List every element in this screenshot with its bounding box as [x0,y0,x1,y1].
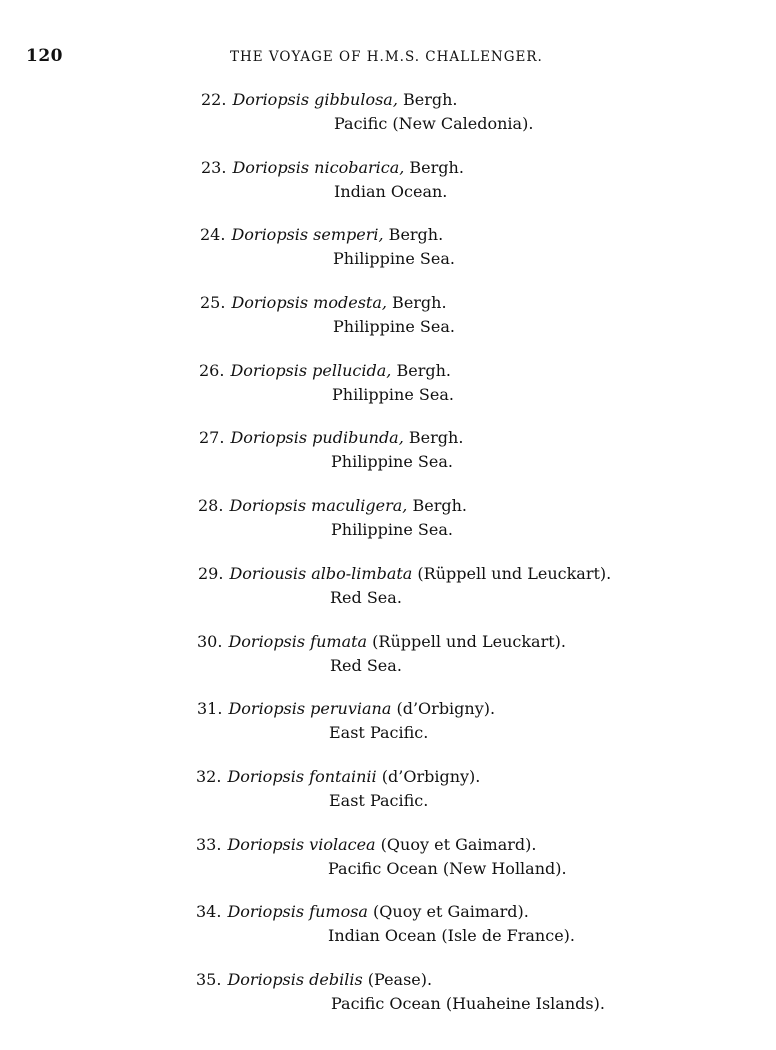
species-name: Doriopsis peruviana [228,699,392,719]
species-name: Doriopsis maculigera, [229,496,408,516]
entry-number: 31. [197,699,223,719]
entry-number: 28. [198,496,224,516]
locality: Pacific (New Caledonia). [334,114,534,133]
locality: Philippine Sea. [333,317,455,337]
entry-number: 25. [200,293,226,313]
species-entry [0,766,776,834]
species-entry-line [198,495,467,517]
locality: Philippine Sea. [333,249,455,269]
entry-number: 22. [201,90,227,109]
locality: Red Sea. [330,655,402,675]
species-entry-line [199,360,451,382]
species-authority: Bergh. [391,360,451,380]
species-entry [0,901,776,969]
species-name: Doriopsis fumata [228,631,368,651]
species-entry-line [201,157,464,179]
page-number: 120 [26,46,63,66]
running-title: THE VOYAGE OF H.M.S. CHALLENGER. [230,49,543,65]
species-entry-line [197,631,566,653]
species-entry-line [200,224,443,246]
species-entry [0,292,776,360]
species-authority: (Quoy et Gaimard). [367,902,529,922]
entry-number: 23. [201,157,227,177]
species-entry [0,563,776,631]
locality: Philippine Sea. [332,384,454,404]
species-authority: (d’Orbigny). [376,766,481,786]
species-name: Doriopsis modesta, [231,293,387,313]
entry-number: 32. [196,766,222,786]
locality: Red Sea. [330,587,402,607]
species-entry [0,157,776,225]
locality: Pacific Ocean (New Holland). [328,858,567,878]
species-authority: (Pease). [362,969,433,989]
species-authority: Bergh. [386,293,447,313]
entry-number: 33. [196,834,222,854]
species-entry [0,834,776,902]
species-entry [0,360,776,428]
species-entry [0,495,776,563]
species-name: Doriopsis pellucida, [230,360,392,380]
species-entry-line [196,901,529,923]
species-authority: Bergh. [403,428,464,448]
species-entry [0,89,776,157]
species-entry-line [198,563,611,585]
species-name: Doriopsis debilis [227,969,363,989]
species-entry [0,969,776,1037]
species-entry [0,427,776,495]
locality: Indian Ocean (Isle de France). [328,926,575,946]
locality: East Pacific. [329,790,429,810]
species-entry [0,631,776,699]
species-authority: (d’Orbigny). [391,699,496,719]
species-entry-line [201,89,458,111]
locality: Pacific Ocean (Huaheine Islands). [331,993,605,1013]
species-entry-line [196,834,536,856]
species-name: Doriousis albo-limbata [229,563,413,583]
species-entry-line [196,969,432,991]
species-authority: Bergh. [383,225,444,245]
locality: Philippine Sea. [331,452,453,472]
species-name: Doriopsis pudibunda, [230,428,404,448]
species-name: Doriopsis fumosa [227,902,368,922]
species-authority: (Rüppell und Leuckart). [367,631,566,651]
entry-number: 24. [200,225,226,245]
species-authority: (Quoy et Gaimard). [375,834,537,854]
entry-number: 29. [198,563,224,583]
species-list [0,89,776,1037]
species-entry-line [196,766,480,788]
species-name: Doriopsis gibbulosa, [232,90,398,109]
species-entry [0,698,776,766]
species-entry-line [197,698,495,720]
entry-number: 34. [196,902,222,922]
species-authority: Bergh. [404,157,464,177]
species-authority: Bergh. [397,90,458,109]
species-authority: Bergh. [407,496,467,516]
species-entry [0,224,776,292]
species-entry-line [200,292,447,314]
species-name: Doriopsis semperi, [231,225,384,245]
locality: Philippine Sea. [331,520,453,540]
entry-number: 27. [199,428,225,448]
locality: East Pacific. [329,723,429,743]
entry-number: 26. [199,360,225,380]
species-name: Doriopsis fontainii [227,766,377,786]
species-authority: (Rüppell und Leuckart). [412,563,612,583]
species-entry-line [199,427,463,449]
entry-number: 35. [196,969,222,989]
species-name: Doriopsis nicobarica, [232,157,405,177]
locality: Indian Ocean. [334,181,448,201]
species-name: Doriopsis violacea [227,834,376,854]
entry-number: 30. [197,631,223,651]
